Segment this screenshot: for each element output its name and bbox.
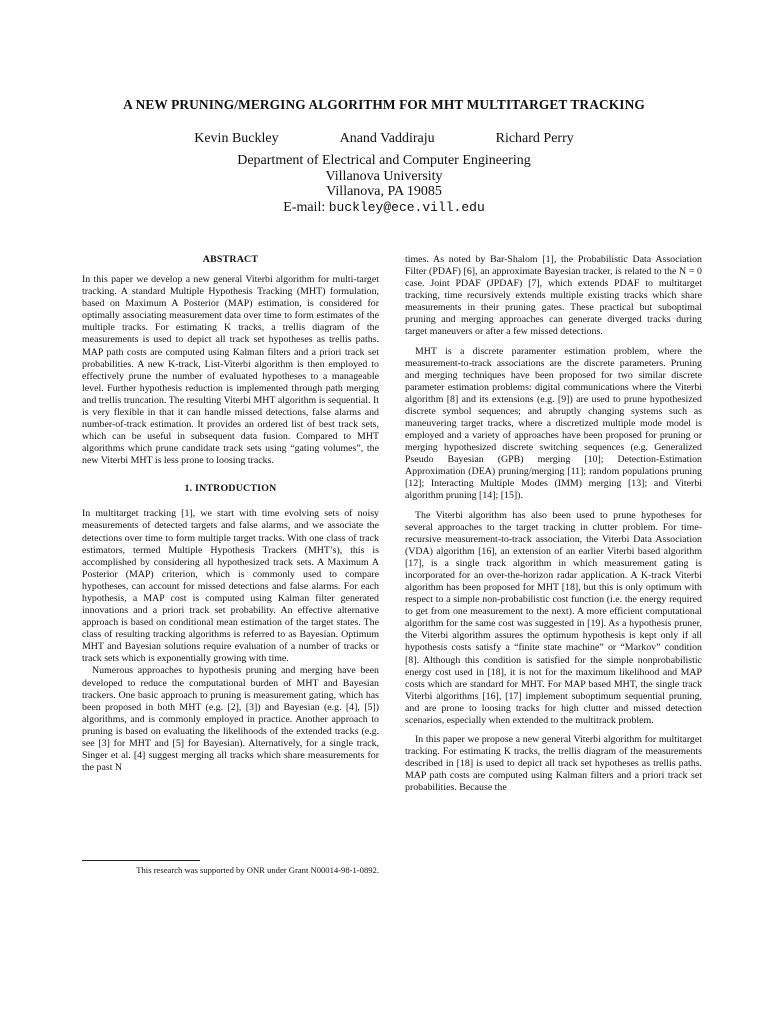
introduction-paragraph: In multitarget tracking [1], we start with time evolving sets of noisy measurements of detected targets and false alarms, and we associate the detections over time to form multiple target tracks. With one class of track estimators, termed Multiple Hypothesis Trackers (MHT’s), this is accomplished by considering all hypothesized track sets. A Maximum A Posterior (MAP) criterion, which is commonly used to compare hypotheses, can account for missed detections and false alarms. For each hypothesis, a MAP cost is computed using Kalman filter generated innovations and a priori track set probability. An effective alternative approach is based on conditional mean estimation of the target states. The class of resulting tracking algorithms is referred to as Bayesian. Optimum MHT and Bayesian solutions require evaluation of a number of tracks or track sets which is exponentially growing with time. xyxy=(82,508,379,665)
author-name: Kevin Buckley xyxy=(194,131,279,146)
abstract-heading: ABSTRACT xyxy=(202,254,259,265)
footnote-divider xyxy=(82,860,200,861)
right-column xyxy=(405,254,702,794)
body-paragraph: The Viterbi algorithm has also been used to prune hypotheses for several approaches to the target tracking in clutter problem. For time-recursive measurement-to-track association, the Viterbi Data Association (VDA) algorithm [16], an extension of an earlier Viterbi based algorithm [17], is a single track algorithm in which measurement gating is incorporated for an over-the-horizon radar application. A K-track Viterbi algorithm has been proposed for MHT [18], but this is only optimum with respect to a simple non-probabilistic cost function (i.e. the energy required to get from one measurement to the next). A more efficient computational algorithm for the same cost was suggested in [19]. As a hypothesis pruner, the Viterbi algorithm assures the optimum hypothesis is kept only if all hypothesis costs satisfy a “finite state machine” or “Markov” condition [8]. Although this condition is satisfied for the simple nonprobabilistic energy cost used in [18], it is not for the maximum likelihood and MAP costs which are standard for MHT. For MAP based MHT, the single track Viterbi algorithms [16], [17] implement suboptimum sequential pruning, and are prone to loosing tracks for high clutter and missed detection scenarios, especially when extended to the multitrack problem. xyxy=(405,509,702,726)
author-list xyxy=(0,131,768,147)
email-label: E-mail: xyxy=(283,199,326,215)
footnote: This research was supported by ONR under Grant N00014-98-1-0892. xyxy=(136,865,379,875)
body-paragraph: times. As noted by Bar-Shalom [1], the Probabilistic Data Association Filter (PDAF) [6], an approximate Bayesian tracker, is related to the N = 0 case. Joint PDAF (JPDAF) [7], which extends PDAF to multitarget tracking, time recursively extends multiple existing tracks which share measurements in their pruning gates. These practical but suboptimal pruning and merging approaches can generate diverged tracks during target maneuvers or after a few missed detections. xyxy=(405,254,702,338)
abstract-text: In this paper we develop a new general Viterbi algorithm for multi-target tracking. A standard Multiple Hypothesis Tracking (MHT) formulation, based on Maximum A Posterior (MAP) estimation, is considered for optimally associating measurement data over time to form estimates of the multiple tracks. For estimating K tracks, a trellis diagram of the measurements is used to depict all track set hypotheses as trellis paths. MAP path costs are computed using Kalman filters and a priori track set probabilities. A new K-track, List-Viterbi algorithm is then employed to effectively prune the number of evaluated hypotheses to a manageable level. Further hypothesis reduction is implemented through path merging and trellis truncation. The resulting Viterbi MHT algorithm is sequential. It is very flexible in that it can handle missed detections, false alarms and number-of-track estimation. It provides an ordered list of best track sets, which can be useful in subsequent data fusion. Compared to MHT algorithms which prune candidate track sets using “gating volumes”, the new Viterbi MHT is less prone to loosing tracks. xyxy=(82,274,379,467)
paper-title: A NEW PRUNING/MERGING ALGORITHM FOR MHT MULTITARGET TRACKING xyxy=(123,97,645,112)
email-address[interactable]: buckley@ece.vill.edu xyxy=(328,199,485,215)
left-column xyxy=(82,254,379,774)
author-name: Anand Vaddiraju xyxy=(339,131,435,146)
department: Department of Electrical and Computer Engineering xyxy=(237,153,531,168)
body-paragraph: In this paper we propose a new general Viterbi algorithm for multitarget tracking. For estimating K tracks, the trellis diagram of the measurements described in [18] is used to depict all track set hypotheses as trellis paths. MAP path costs are computed using Kalman filters and a priori track set probabilities. Because the xyxy=(405,733,702,794)
affiliation-block xyxy=(0,153,768,215)
email-line xyxy=(0,200,768,216)
body-paragraph: MHT is a discrete paramenter estimation problem, where the measurement-to-track associations are the discrete parameters. Pruning and merging techniques have been proposed for two similar discrete parameter estimation problems: digital communications where the Viterbi algorithm [8] and its extensions (e.g. [9]) are used to prune hypothesized discrete symbol sequences; and abruptly changing systems such as maneuvering target tracks, where a discretized multiple mode model is employed and a variety of approaches have been proposed for pruning or merging hypothesized discrete switching sequences (e.g. Generalized Pseudo Bayesian (GPB) merging [10]; Detection-Estimation Approximation (DEA) pruning/merging [11]; random populations pruning [12]; Interacting Multiple Modes (IMM) merging [13]; and Viterbi algorithm pruning [14]; [15]). xyxy=(405,345,702,502)
introduction-paragraph: Numerous approaches to hypothesis pruning and merging have been developed to reduce the computational burden of MHT and Bayesian trackers. One basic approach to pruning is measurement gating, which has been proposed in both MHT (e.g. [2], [3]) and Bayesian (e.g. [4], [5]) algorithms, and is commonly employed in practice. Another approach to pruning is based on evaluating the likelihoods of the extended tracks (e.g. see [3] for MHT and [5] for Bayesian). Alternatively, for a single track, Singer et al. [4] suggest merging all tracks which share measurements for the past N xyxy=(82,665,379,774)
location: Villanova, PA 19085 xyxy=(326,184,442,199)
introduction-heading: 1. INTRODUCTION xyxy=(184,483,277,495)
university: Villanova University xyxy=(325,168,443,184)
author-name: Richard Perry xyxy=(495,131,574,146)
